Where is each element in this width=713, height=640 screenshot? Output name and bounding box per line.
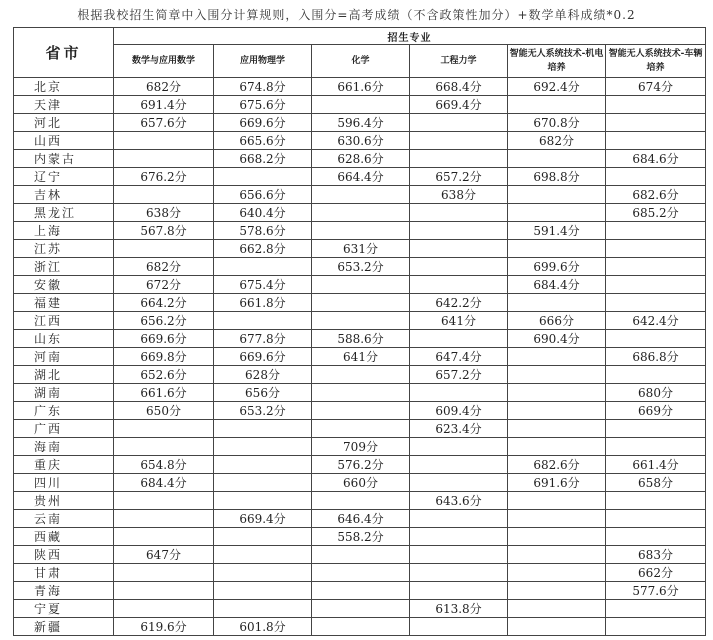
score-cell: 578.6分 [214,222,312,240]
table-row [14,168,706,186]
score-cell [312,546,410,564]
score-cell: 652.6分 [114,366,214,384]
score-cell [410,618,508,636]
score-cell: 567.8分 [114,222,214,240]
score-cell: 623.4分 [410,420,508,438]
score-cell [214,582,312,600]
score-cell: 668.2分 [214,150,312,168]
province-cell: 广西 [14,420,114,438]
table-row [14,402,706,420]
score-cell [606,492,706,510]
score-cell [508,618,606,636]
score-cell: 641分 [410,312,508,330]
table-row [14,114,706,132]
score-cell [508,492,606,510]
major-header-3: 化学 [312,45,410,78]
score-cell [508,150,606,168]
score-cell: 686.8分 [606,348,706,366]
score-cell: 669分 [606,402,706,420]
score-cell: 643.6分 [410,492,508,510]
score-cell [410,456,508,474]
score-cell [410,438,508,456]
score-cell [114,600,214,618]
score-cell: 642.4分 [606,312,706,330]
score-cell: 668.4分 [410,78,508,96]
score-cell [606,420,706,438]
score-cell [312,204,410,222]
score-cell [114,582,214,600]
score-cell: 669.6分 [214,114,312,132]
province-cell: 江西 [14,312,114,330]
score-cell [508,402,606,420]
score-cell: 662分 [606,564,706,582]
province-cell: 吉林 [14,186,114,204]
score-cell: 672分 [114,276,214,294]
score-cell: 657.2分 [410,366,508,384]
province-cell: 上海 [14,222,114,240]
score-cell: 628.6分 [312,150,410,168]
score-cell: 682分 [508,132,606,150]
score-cell [508,600,606,618]
score-cell: 630.6分 [312,132,410,150]
table-row [14,78,706,96]
table-row [14,222,706,240]
province-cell: 福建 [14,294,114,312]
score-cell [214,438,312,456]
score-cell: 682.6分 [606,186,706,204]
table-row [14,132,706,150]
score-cell [114,438,214,456]
score-cell [214,600,312,618]
score-cell [410,474,508,492]
score-cell: 684.4分 [508,276,606,294]
score-cell [508,204,606,222]
score-cell [606,276,706,294]
score-cell [312,420,410,438]
score-cell: 682分 [114,258,214,276]
score-cell [114,528,214,546]
score-cell [606,240,706,258]
score-cell [312,582,410,600]
score-cell [508,348,606,366]
score-cell [312,384,410,402]
major-header-1: 数学与应用数学 [114,45,214,78]
score-cell: 683分 [606,546,706,564]
table-row [14,312,706,330]
score-cell [410,528,508,546]
score-cell: 609.4分 [410,402,508,420]
score-cell: 698.8分 [508,168,606,186]
score-cell [214,492,312,510]
score-cell [410,384,508,402]
score-cell: 669.4分 [214,510,312,528]
table-row [14,438,706,456]
province-cell: 四川 [14,474,114,492]
score-cell: 674分 [606,78,706,96]
major-group-header: 招生专业 [114,28,706,45]
table-row [14,474,706,492]
province-cell: 甘肃 [14,564,114,582]
score-cell: 664.4分 [312,168,410,186]
score-cell [214,258,312,276]
score-cell [312,294,410,312]
table-row [14,294,706,312]
score-cell: 657.6分 [114,114,214,132]
score-cell: 675.6分 [214,96,312,114]
score-cell: 676.2分 [114,168,214,186]
score-cell [508,528,606,546]
score-cell: 661.6分 [312,78,410,96]
province-cell: 浙江 [14,258,114,276]
score-cell [508,294,606,312]
score-cell [410,546,508,564]
table-row [14,348,706,366]
score-cell [410,132,508,150]
province-cell: 辽宁 [14,168,114,186]
score-cell: 642.2分 [410,294,508,312]
score-cell: 660分 [312,474,410,492]
score-cell [606,600,706,618]
table-row [14,384,706,402]
table-row [14,492,706,510]
score-cell [606,330,706,348]
score-cell [312,96,410,114]
score-cell: 669.6分 [114,330,214,348]
score-cell: 669.8分 [114,348,214,366]
table-row [14,510,706,528]
score-cell: 692.4分 [508,78,606,96]
score-cell: 647.4分 [410,348,508,366]
score-cell [410,150,508,168]
score-cell: 628分 [214,366,312,384]
score-cell [312,186,410,204]
table-row [14,150,706,168]
score-cell [508,582,606,600]
province-cell: 贵州 [14,492,114,510]
score-cell [214,312,312,330]
score-cell [214,420,312,438]
province-cell: 宁夏 [14,600,114,618]
score-cell [508,384,606,402]
table-row [14,366,706,384]
score-cell: 709分 [312,438,410,456]
score-cell: 682分 [114,78,214,96]
table-row [14,618,706,636]
score-cell: 691.4分 [114,96,214,114]
score-cell [214,528,312,546]
score-cell [606,528,706,546]
province-cell: 黑龙江 [14,204,114,222]
score-cell: 656.2分 [114,312,214,330]
score-cell: 669.6分 [214,348,312,366]
score-cell: 665.6分 [214,132,312,150]
score-cell: 588.6分 [312,330,410,348]
score-cell [508,438,606,456]
province-cell: 西藏 [14,528,114,546]
province-cell: 重庆 [14,456,114,474]
province-cell: 海南 [14,438,114,456]
score-cell [606,114,706,132]
score-cell [114,492,214,510]
score-cell [410,258,508,276]
score-cell [114,240,214,258]
score-cell: 619.6分 [114,618,214,636]
score-cell [114,150,214,168]
score-cell [508,546,606,564]
score-cell [410,276,508,294]
score-cell [214,168,312,186]
province-column-header: 省市 [14,28,114,78]
score-cell: 684.4分 [114,474,214,492]
score-cell [606,132,706,150]
score-cell [410,204,508,222]
province-cell: 北京 [14,78,114,96]
score-cell: 591.4分 [508,222,606,240]
score-cell: 670.8分 [508,114,606,132]
score-cell [410,114,508,132]
province-cell: 广东 [14,402,114,420]
score-cell [410,510,508,528]
province-cell: 云南 [14,510,114,528]
score-cell: 674.8分 [214,78,312,96]
score-cell: 691.6分 [508,474,606,492]
table-row [14,96,706,114]
province-cell: 湖北 [14,366,114,384]
score-cell [214,456,312,474]
table-row [14,546,706,564]
score-cell: 684.6分 [606,150,706,168]
score-cell [508,564,606,582]
score-cell: 653.2分 [312,258,410,276]
score-cell [606,96,706,114]
province-cell: 陕西 [14,546,114,564]
score-cell [508,186,606,204]
score-cell [312,618,410,636]
table-row [14,528,706,546]
score-cell: 577.6分 [606,582,706,600]
table-row [14,186,706,204]
score-cell [606,438,706,456]
score-cell [114,186,214,204]
major-header-6: 智能无人系统技术-车辆培养 [606,45,706,78]
table-row [14,600,706,618]
score-cell [312,222,410,240]
score-cell [606,168,706,186]
province-cell: 河南 [14,348,114,366]
score-cell: 675.4分 [214,276,312,294]
table-row [14,582,706,600]
score-cell: 656分 [214,384,312,402]
score-cell [214,474,312,492]
score-cell: 664.2分 [114,294,214,312]
score-cell [606,222,706,240]
score-cell [312,492,410,510]
score-cell [214,546,312,564]
score-cell [606,258,706,276]
score-cell: 613.8分 [410,600,508,618]
score-cell: 631分 [312,240,410,258]
score-cell: 638分 [114,204,214,222]
score-cell: 656.6分 [214,186,312,204]
score-cell: 641分 [312,348,410,366]
table-row [14,330,706,348]
score-cell: 638分 [410,186,508,204]
score-cell [312,402,410,420]
table-row [14,258,706,276]
province-cell: 山西 [14,132,114,150]
score-cell [114,132,214,150]
table-note: 根据我校招生简章中入围分计算规则，入围分=高考成绩（不含政策性加分）+数学单科成绩*0.2 [77,8,636,22]
score-cell [214,564,312,582]
score-cell [508,96,606,114]
province-cell: 湖南 [14,384,114,402]
province-cell: 新疆 [14,618,114,636]
major-header-4: 工程力学 [410,45,508,78]
score-cell: 650分 [114,402,214,420]
table-row [14,456,706,474]
score-cell [508,240,606,258]
score-cell: 647分 [114,546,214,564]
score-cell [410,240,508,258]
score-cell [410,222,508,240]
score-cell: 653.2分 [214,402,312,420]
score-cell [508,420,606,438]
score-cell: 601.8分 [214,618,312,636]
score-cell: 654.8分 [114,456,214,474]
score-cell: 576.2分 [312,456,410,474]
major-header-5: 智能无人系统技术-机电培养 [508,45,606,78]
table-row [14,276,706,294]
score-cell: 558.2分 [312,528,410,546]
province-cell: 青海 [14,582,114,600]
province-cell: 江苏 [14,240,114,258]
score-cell: 661.8分 [214,294,312,312]
score-cell [114,564,214,582]
table-row [14,240,706,258]
score-cell [312,366,410,384]
score-cell: 596.4分 [312,114,410,132]
score-cell [410,582,508,600]
major-header-2: 应用物理学 [214,45,312,78]
province-cell: 内蒙古 [14,150,114,168]
score-cell [312,276,410,294]
score-cell: 682.6分 [508,456,606,474]
score-cell [312,600,410,618]
province-cell: 山东 [14,330,114,348]
score-cell: 661.6分 [114,384,214,402]
score-cell: 699.6分 [508,258,606,276]
score-cell [606,294,706,312]
table-row [14,564,706,582]
score-cell [508,366,606,384]
score-cell [114,510,214,528]
score-cell: 690.4分 [508,330,606,348]
score-cell [410,330,508,348]
score-cell: 685.2分 [606,204,706,222]
province-cell: 安徽 [14,276,114,294]
score-cell [508,510,606,528]
score-cell [114,420,214,438]
score-cell: 657.2分 [410,168,508,186]
score-cell: 666分 [508,312,606,330]
score-cell: 662.8分 [214,240,312,258]
table-row [14,204,706,222]
score-cell [606,510,706,528]
province-cell: 天津 [14,96,114,114]
score-cell [410,564,508,582]
table-row [14,420,706,438]
score-cell [312,564,410,582]
score-cell [606,618,706,636]
score-cell: 646.4分 [312,510,410,528]
score-cell: 661.4分 [606,456,706,474]
score-cell: 658分 [606,474,706,492]
province-cell: 河北 [14,114,114,132]
score-cell: 677.8分 [214,330,312,348]
score-cell: 640.4分 [214,204,312,222]
score-cell: 669.4分 [410,96,508,114]
score-cell: 680分 [606,384,706,402]
admission-score-table [13,27,706,636]
score-cell [606,366,706,384]
score-cell [312,312,410,330]
